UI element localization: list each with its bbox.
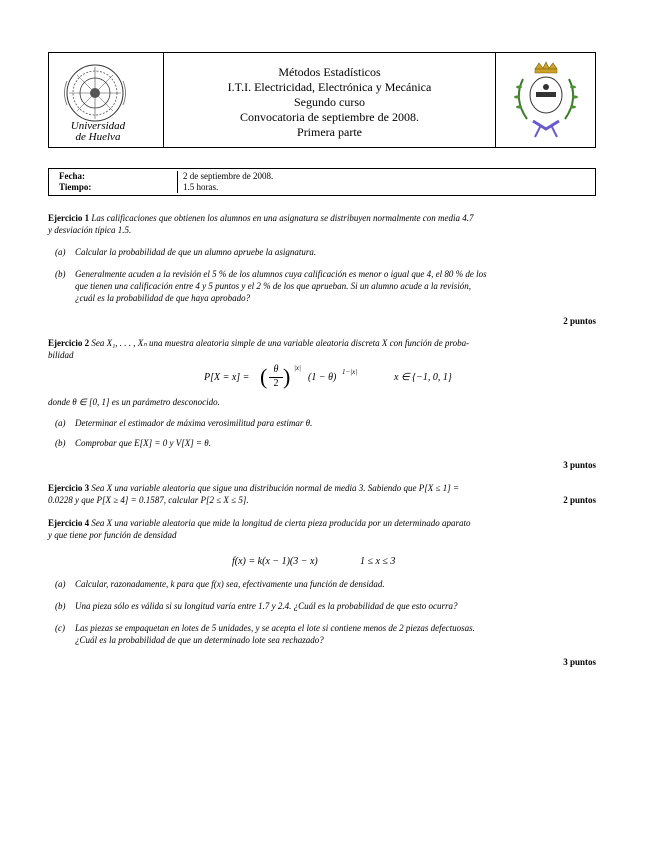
exercise-1-text-1: Las calificaciones que obtienen los alumnos en una asignatura se distribuyen normalmente con media 4.7	[91, 213, 474, 223]
exercise-1-a-tag: (a)	[55, 247, 66, 257]
exercise-2-text-2: bilidad	[48, 350, 74, 360]
exercise-2-text-1: Sea X₁, . . . , Xₙ una muestra aleatoria simple de una variable aleatoria discreta X con función de proba-	[91, 338, 470, 348]
exam-title	[164, 65, 495, 140]
exercise-1-b-tag: (b)	[55, 269, 66, 279]
exercise-4-c-1: Las piezas se empaquetan en lotes de 5 unidades, y se acepta el lote si contiene menos de 2 piezas defectuosas.	[75, 623, 475, 633]
exercise-2-b-tag: (b)	[55, 438, 66, 448]
exercise-4-c-2: ¿Cuál es la probabilidad de que un determinado lote sea rechazado?	[75, 635, 324, 645]
formula-exp-1: |x|	[294, 364, 301, 372]
formula-paren-left: (	[260, 364, 268, 389]
date-label: Fecha:	[59, 171, 85, 181]
exercise-4-a: Calcular, razonadamente, k para que f(x) sea, efectivamente una función de densidad.	[75, 579, 385, 589]
university-logo	[57, 61, 155, 143]
title-course: Segundo curso	[294, 95, 365, 109]
exercise-3-text-2: 0.0228 y que P[X ≥ 4] = 0.1587, calcular P[2 ≤ X ≤ 5].	[48, 495, 249, 505]
exercise-4-b-tag: (b)	[55, 601, 66, 611]
title-session: Convocatoria de septiembre de 2008.	[240, 110, 419, 124]
exercise-1-b-3: ¿cuál es la probabilidad de que haya aprobado?	[75, 293, 251, 303]
exercise-2-line-1	[48, 337, 469, 349]
exercise-2-b: Comprobar que E[X] = 0 y V[X] = θ.	[75, 438, 211, 448]
exercise-4-points: 3 puntos	[563, 657, 596, 667]
exercise-4-b: Una pieza sólo es válida si su longitud varía entre 1.7 y 2.4. ¿Cuál es la probabilidad de que esto ocurra?	[75, 601, 458, 611]
exercise-2-label: Ejercicio 2	[48, 338, 90, 348]
exercise-2-a-tag: (a)	[55, 418, 66, 428]
exercise-3-text-1: Sea X una variable aleatoria que sigue una distribución normal de media 3. Sabiendo que P[X ≤ 1] =	[91, 483, 460, 493]
exercise-3-line-1	[48, 482, 459, 494]
exercise-4-text-2: y que tiene por función de densidad	[48, 530, 177, 540]
exercise-1-b-1: Generalmente acuden a la revisión el 5 % de los alumnos cuya calificación es menor o igual que 4, el 80 % de los	[75, 269, 487, 279]
exercise-4-formula-domain: 1 ≤ x ≤ 3	[360, 556, 396, 567]
exercise-4-line-1	[48, 517, 470, 529]
exercise-4-c-tag: (c)	[55, 623, 65, 633]
exam-header	[48, 52, 596, 148]
title-part: Primera parte	[297, 125, 362, 139]
school-crest-icon	[503, 59, 589, 145]
exercise-4-text-1: Sea X una variable aleatoria que mide la longitud de cierta pieza producida por un determinado aparato	[91, 518, 471, 528]
exercise-1-text-2: y desviación típica 1.5.	[48, 225, 132, 235]
exercise-3-points: 2 puntos	[563, 495, 596, 505]
exercise-1-label: Ejercicio 1	[48, 213, 90, 223]
logo-text-line-2: de Huelva	[75, 131, 121, 143]
exercise-1-points: 2 puntos	[563, 316, 596, 326]
date-value: 2 de septiembre de 2008.	[183, 171, 274, 181]
formula-paren-right: )	[283, 364, 291, 389]
exercise-4-a-tag: (a)	[55, 579, 66, 589]
exercise-2-points: 3 puntos	[563, 460, 596, 470]
exercise-1-a: Calcular la probabilidad de que un alumno apruebe la asignatura.	[75, 247, 317, 257]
title-subject: Métodos Estadísticos	[278, 65, 381, 79]
formula-domain: x ∈ {−1, 0, 1}	[394, 372, 452, 383]
formula-theta: θ	[273, 364, 279, 375]
formula-mid: (1 − θ)	[308, 372, 337, 383]
formula-lhs: P[X = x] =	[204, 372, 250, 383]
school-crest	[503, 59, 589, 145]
exercise-2-text-3: donde θ ∈ [0, 1] es un parámetro desconocido.	[48, 397, 220, 407]
info-divider	[177, 171, 178, 193]
exercise-1-b-2: que tienen una calificación entre 4 y 5 puntos y el 2 % de los que aprueban. Si un alumno acude a la revisión,	[75, 281, 472, 291]
title-degree: I.T.I. Electricidad, Electrónica y Mecánica	[227, 80, 432, 94]
exercise-4-formula: f(x) = k(x − 1)(3 − x)	[232, 556, 318, 567]
exercise-1-line-1	[48, 212, 474, 224]
formula-two: 2	[273, 378, 279, 389]
exercise-2-a: Determinar el estimador de máxima verosimilitud para estimar θ.	[75, 418, 313, 428]
time-value: 1.5 horas.	[183, 182, 219, 192]
exam-info-box	[48, 168, 596, 196]
header-divider	[495, 53, 496, 147]
logo-text-line-1: Universidad	[70, 120, 126, 132]
time-label: Tiempo:	[59, 182, 92, 192]
exercise-3-label: Ejercicio 3	[48, 483, 90, 493]
formula-exp-2: 1−|x|	[342, 368, 358, 376]
exercise-4-label: Ejercicio 4	[48, 518, 90, 528]
